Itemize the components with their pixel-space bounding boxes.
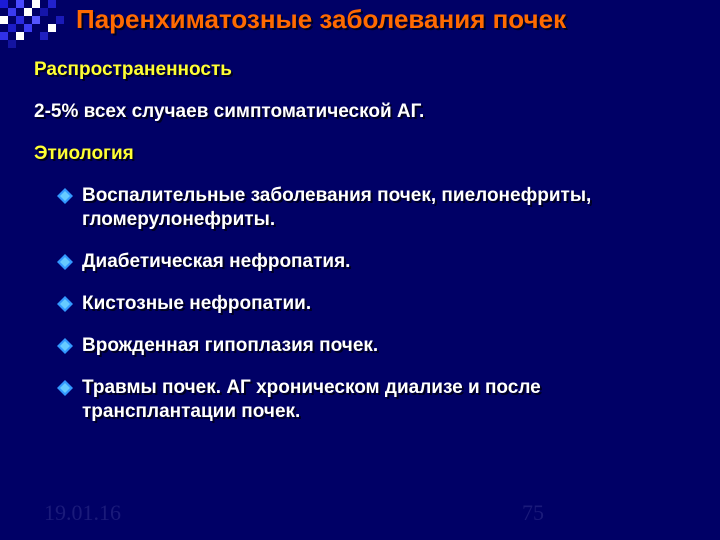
etiology-heading: Этиология [34,143,134,164]
list-item-text: Травмы почек. АГ хроническом диализе и после трансплантации почек. [82,377,541,422]
list-item [34,292,694,316]
footer-date: 19.01.16 [44,500,121,525]
diamond-icon [56,184,74,208]
list-item-text: Врожденная гипоплазия почек. [82,335,379,356]
diamond-icon [56,250,74,274]
list-item [34,184,694,232]
list-item-text: Кистозные нефропатии. [82,293,312,314]
prevalence-text: 2-5% всех случаев симптоматической АГ. [34,101,425,122]
diamond-icon [56,376,74,400]
list-item [34,376,694,424]
slide-title: Паренхиматозные заболевания почек [76,4,567,34]
list-item-text: Диабетическая нефропатия. [82,251,351,272]
page-number: 75 [522,500,544,525]
slide-content [34,58,694,442]
etiology-list [34,184,694,424]
prevalence-heading: Распространенность [34,59,232,80]
list-item-text: Воспалительные заболевания почек, пиелонефриты, гломерулонефриты. [82,185,592,230]
list-item [34,250,694,274]
list-item [34,334,694,358]
diamond-icon [56,292,74,316]
corner-decoration [0,0,80,48]
diamond-icon [56,334,74,358]
